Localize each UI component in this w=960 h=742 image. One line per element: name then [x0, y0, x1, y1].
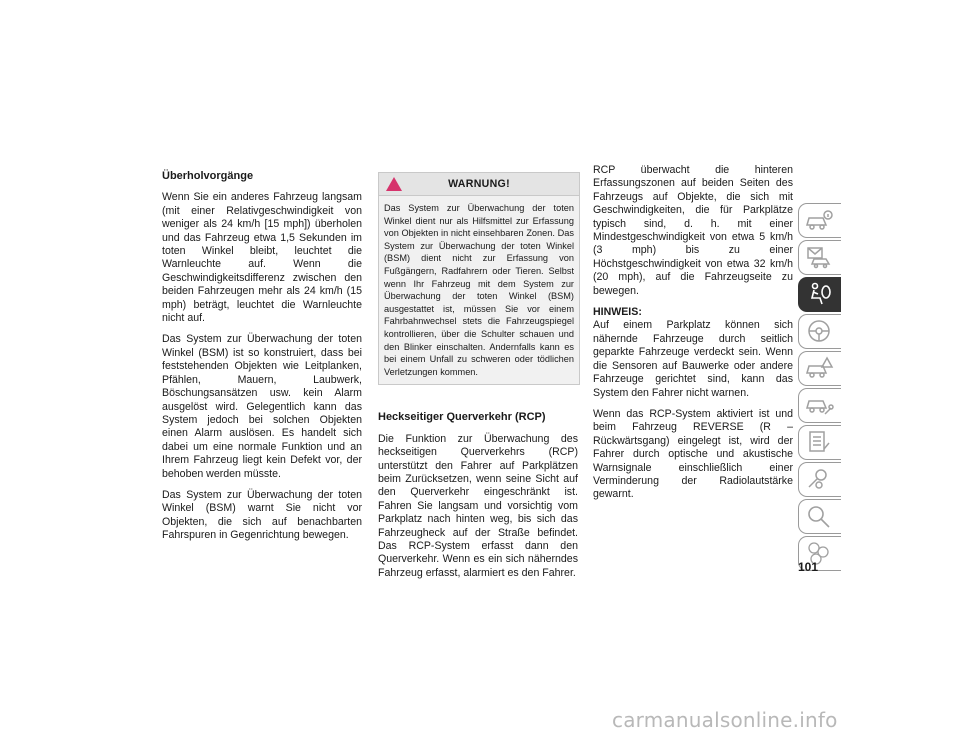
tab-car-warning[interactable]	[798, 351, 841, 386]
tab-steering[interactable]	[798, 314, 841, 349]
car-warning-icon	[804, 355, 834, 381]
wrench-icon	[804, 466, 834, 492]
section-heading-rcp: Heckseitiger Querverkehr (RCP)	[378, 411, 546, 424]
steering-wheel-icon	[804, 318, 834, 344]
seat-airbag-icon	[804, 281, 834, 307]
tab-checklist[interactable]	[798, 425, 841, 460]
checklist-icon	[804, 429, 834, 455]
paragraph: Das System zur Überwachung der toten Winkel (BSM) ist so konstruiert, dass bei feststehenden Objekten wie Leitplanken, Pfählen, Mauern, Laubwerk, Böschungsansätzen usw. kein Alarm ausgelöst wird. Gelegentlich kann das System jedoch bei solchen Objekten einen Alarm auslösen. Es handelt sich dabei um eine normale Funktion und an Ihrem Fahrzeug liegt kein Defekt vor, der behoben werden müsste.	[162, 333, 362, 480]
magnifier-icon	[804, 503, 834, 529]
warning-header	[379, 173, 579, 196]
section-heading-overtaking: Überholvorgänge	[162, 170, 254, 182]
paragraph: Wenn Sie ein anderes Fahrzeug langsam (mit einer Relativgeschwindigkeit von weniger als 24 km/h [15 mph]) überholen und das Fahrzeug etwa 1,5 Sekunden im toten Winkel bleibt, leuchtet die Warnleuchte auf. Wenn die Geschwindigkeitsdifferenz zwischen den beiden Fahrzeugen mehr als 24 km/h (15 mph) beträgt, leuchtet die Warnleuchte nicht auf.	[162, 191, 362, 325]
column-right	[593, 164, 793, 510]
tab-search[interactable]	[798, 499, 841, 534]
note-text: Auf einem Parkplatz können sich nähernde Fahrzeuge durch seitlich geparkte Fahrzeuge verdeckt sein. Wenn die Sensoren auf Bauwerke oder andere Fahrzeuge gerichtet sind, kann das System den Fahrer nicht warnen.	[593, 319, 793, 399]
tab-car-mail[interactable]	[798, 240, 841, 275]
warning-box	[378, 172, 580, 385]
warning-text: Das System zur Überwachung der toten Winkel dient nur als Hilfsmittel zur Erfassung von Objekten in nicht einsehbaren Zonen. Das System zur Überwachung der toten Winkel (BSM) dient nicht zur Erfassung von Fußgängern, Radfahrern oder Tieren. Selbst wenn Ihr Fahrzeug mit dem System zur Überwachung der toten Winkel (BSM) ausgestattet ist, müssen Sie vor einem Fahrbahnwechsel stets die Fahrzeugspiegel kontrollieren, über die Schulter schauen und den Blinker einschalten. Andernfalls kann es bei einem Unfall zu schweren oder tödlichen Verletzungen kommen.	[384, 203, 574, 377]
tab-seat-airbag[interactable]	[798, 277, 841, 312]
column-middle	[378, 170, 578, 588]
paragraph: RCP überwacht die hinteren Erfassungszonen auf beiden Seiten des Fahrzeugs auf Objekte, die sich mit Geschwindigkeiten, die für Parkplätze typisch sind, d. h. mit einer Mindestgeschwindigkeit von etwa 5 km/h (3 mph) bis zu einer Höchstgeschwindigkeit von etwa 32 km/h (20 mph), auf die Fahrzeugseite zu bewegen.	[593, 164, 793, 297]
tab-car-service[interactable]	[798, 388, 841, 423]
chapter-tabs	[798, 203, 842, 573]
warning-triangle-icon	[385, 176, 403, 192]
page-number: 101	[798, 560, 819, 574]
tab-car-info[interactable]	[798, 203, 841, 238]
tab-wrench[interactable]	[798, 462, 841, 497]
watermark: carmanualsonline.info	[612, 708, 838, 732]
car-mail-icon	[804, 244, 834, 270]
warning-title: WARNUNG!	[448, 178, 510, 190]
note-paragraph	[593, 306, 793, 400]
car-service-icon	[804, 392, 834, 418]
car-info-icon	[804, 207, 834, 233]
paragraph: Wenn das RCP-System aktiviert ist und beim Fahrzeug REVERSE (R – Rückwärtsgang) eingelegt ist, wird der Fahrer durch optische und akustische Warnsignale einschließlich einer Verminderung der Radiolautstärke gewarnt.	[593, 407, 793, 501]
note-label: HINWEIS:	[593, 306, 642, 319]
paragraph: Das System zur Überwachung der toten Winkel (BSM) warnt Sie nicht vor Objekten, die sich auf benachbarten Fahrspuren in Gegenrichtung bewegen.	[162, 488, 362, 542]
paragraph: Die Funktion zur Überwachung des heckseitigen Querverkehrs (RCP) unterstützt den Fahrer auf Parkplätzen beim Zurücksetzen, wenn seine Sicht auf den Querverkehr eingeschränkt ist. Fahren Sie langsam und vorsichtig vom Parkplatz nach hinten weg, bis sich das Fahrzeugheck auf der Straße befindet. Das RCP-System erfasst dann den Querverkehr. Wenn es ein sich näherndes Fahrzeug erfasst, alarmiert es den Fahrer.	[378, 432, 578, 579]
column-left	[162, 170, 362, 551]
